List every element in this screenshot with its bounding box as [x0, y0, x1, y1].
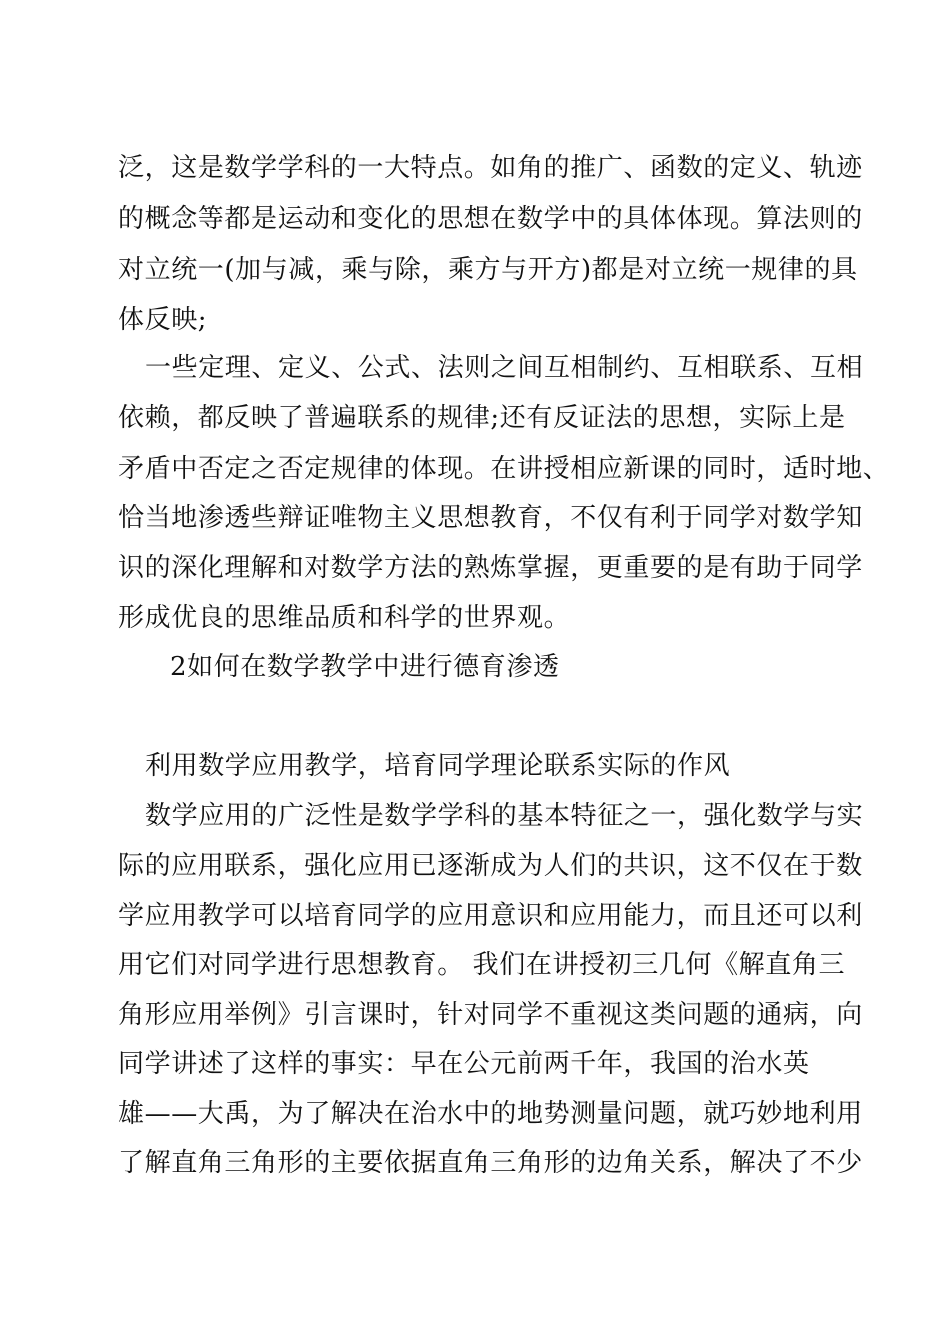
text-line: 际的应用联系，强化应用已逐渐成为人们的共识，这不仅在于数	[118, 851, 863, 881]
text-line: 一些定理、定义、公式、法则之间互相制约、互相联系、互相	[145, 353, 864, 383]
subheading: 利用数学应用教学，培育同学理论联系实际的作风	[145, 751, 731, 781]
text-line: 学应用教学可以培育同学的应用意识和应用能力，而且还可以利	[118, 901, 863, 931]
text-line: 依赖，都反映了普遍联系的规律;还有反证法的思想，实际上是	[118, 403, 846, 433]
text-line: 数学应用的广泛性是数学学科的基本特征之一，强化数学与实	[145, 801, 864, 831]
text-line: 的概念等都是运动和变化的思想在数学中的具体体现。算法则的	[118, 204, 863, 234]
text-line: 了解直角三角形的主要依据直角三角形的边角关系，解决了不少	[118, 1148, 863, 1178]
text-line: 识的深化理解和对数学方法的熟炼掌握，更重要的是有助于同学	[118, 553, 863, 583]
text-line: 矛盾中否定之否定规律的体现。在讲授相应新课的同时，适时地、	[118, 454, 890, 484]
text-line: 泛，这是数学学科的一大特点。如角的推广、函数的定义、轨迹	[118, 153, 863, 183]
text-line: 角形应用举例》引言课时，针对同学不重视这类问题的通病，向	[118, 1000, 863, 1030]
text-line: 恰当地渗透些辩证唯物主义思想教育，不仅有利于同学对数学知	[118, 503, 863, 533]
text-line: 雄——大禹，为了解决在治水中的地势测量问题，就巧妙地利用	[118, 1099, 863, 1129]
text-line: 对立统一(加与减，乘与除，乘方与开方)都是对立统一规律的具	[118, 255, 858, 285]
section-heading: 2如何在数学教学中进行德育渗透	[170, 652, 560, 682]
text-line: 体反映;	[118, 305, 208, 335]
text-line: 同学讲述了这样的事实：早在公元前两千年，我国的治水英	[118, 1049, 810, 1079]
text-line: 用它们对同学进行思想教育。 我们在讲授初三几何《解直角三	[118, 950, 846, 980]
text-line: 形成优良的思维品质和科学的世界观。	[118, 603, 571, 633]
